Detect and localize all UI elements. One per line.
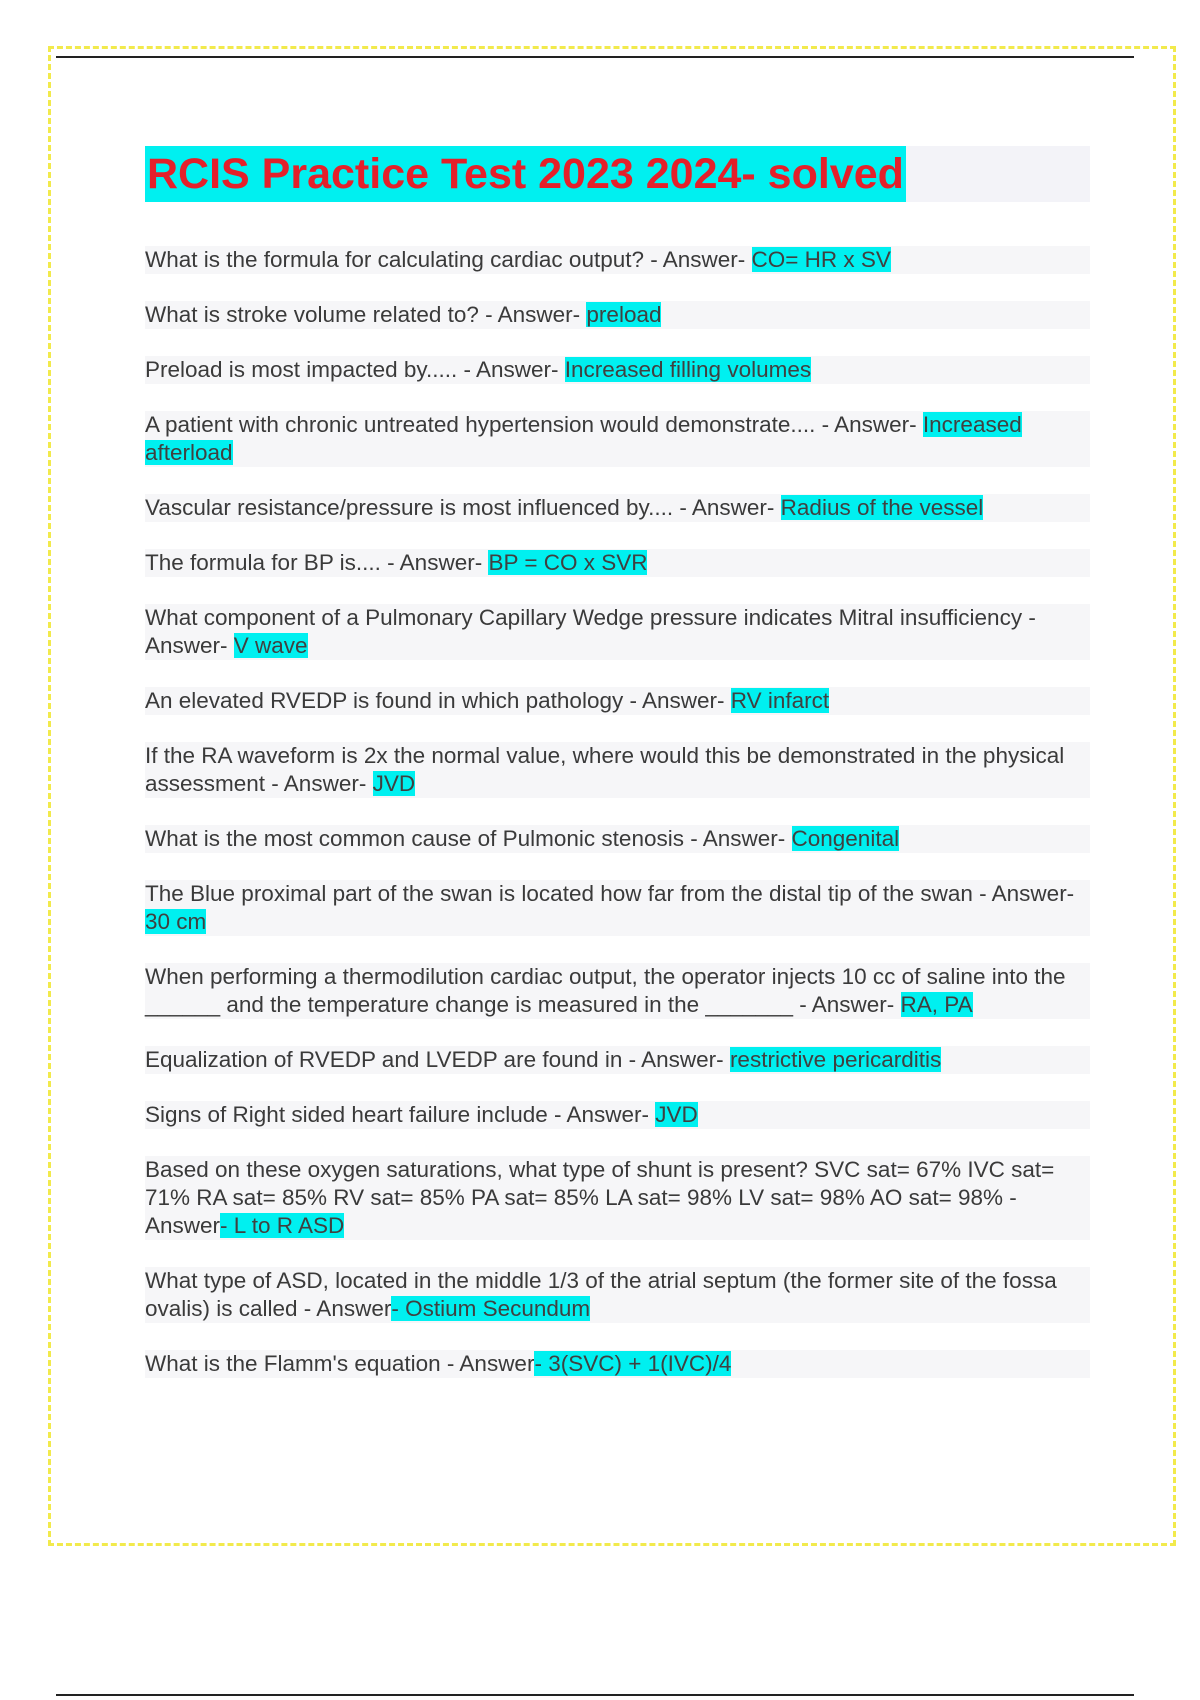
- answer-text: Increased filling volumes: [564, 357, 812, 382]
- qa-item: [145, 880, 1090, 936]
- document-title: RCIS Practice Test 2023 2024- solved: [145, 146, 906, 202]
- question-text: What is the Flamm's equation - Answer: [145, 1351, 535, 1376]
- question-text: What type of ASD, located in the middle 1/3 of the atrial septum (the former site of the fossa ovalis) is called - Answer: [145, 1268, 1057, 1321]
- qa-item: [145, 411, 1090, 467]
- question-text: What component of a Pulmonary Capillary Wedge pressure indicates Mitral insufficiency - Answer-: [145, 605, 1036, 658]
- answer-text: restrictive pericarditis: [729, 1047, 942, 1072]
- qa-item: [145, 604, 1090, 660]
- qa-item: [145, 1267, 1090, 1323]
- answer-text: JVD: [655, 1102, 698, 1127]
- answer-text: preload: [586, 302, 662, 327]
- answer-text: V wave: [233, 633, 308, 658]
- top-rule: [56, 56, 1134, 58]
- answer-text: RA, PA: [900, 992, 973, 1017]
- question-text: When performing a thermodilution cardiac output, the operator injects 10 cc of saline into the ______ and the temperature change is measured in the _______ - Answer-: [145, 964, 1066, 1017]
- qa-item: [145, 246, 1090, 274]
- question-text: What is stroke volume related to? - Answer-: [145, 302, 587, 327]
- qa-item: [145, 1156, 1090, 1240]
- answer-text: - 3(SVC) + 1(IVC)/4: [534, 1351, 732, 1376]
- qa-item: [145, 687, 1090, 715]
- qa-item: [145, 1101, 1090, 1129]
- qa-item: [145, 742, 1090, 798]
- question-text: Based on these oxygen saturations, what type of shunt is present? SVC sat= 67% IVC sat= 71% RA sat= 85% RV sat= 85% PA sat= 85% LA sat= 98% LV sat= 98% AO sat= 98% - Answer: [145, 1157, 1055, 1238]
- question-text: An elevated RVEDP is found in which pathology - Answer-: [145, 688, 731, 713]
- title-band: [145, 146, 1090, 202]
- answer-text: 30 cm: [145, 909, 207, 934]
- qa-item: [145, 1046, 1090, 1074]
- question-text: Vascular resistance/pressure is most influenced by.... - Answer-: [145, 495, 781, 520]
- answer-text: Radius of the vessel: [780, 495, 984, 520]
- answer-text: Congenital: [791, 826, 900, 851]
- bottom-rule: [56, 1694, 1134, 1696]
- answer-text: - Ostium Secundum: [391, 1296, 591, 1321]
- qa-item: [145, 356, 1090, 384]
- question-text: The Blue proximal part of the swan is located how far from the distal tip of the swan - Answer-: [145, 881, 1075, 906]
- question-text: A patient with chronic untreated hypertension would demonstrate.... - Answer-: [145, 412, 923, 437]
- answer-text: Increased afterload: [145, 412, 1022, 465]
- qa-item: [145, 825, 1090, 853]
- qa-item: [145, 963, 1090, 1019]
- answer-text: JVD: [372, 771, 416, 796]
- question-text: Preload is most impacted by..... - Answer-: [145, 357, 565, 382]
- question-text: What is the formula for calculating cardiac output? - Answer-: [145, 247, 752, 272]
- qa-item: [145, 301, 1090, 329]
- qa-item: [145, 494, 1090, 522]
- question-text: The formula for BP is.... - Answer-: [145, 550, 489, 575]
- question-text: What is the most common cause of Pulmonic stenosis - Answer-: [145, 826, 792, 851]
- document-content: [145, 146, 1090, 1405]
- qa-item: [145, 1350, 1090, 1378]
- answer-text: RV infarct: [730, 688, 830, 713]
- qa-list: [145, 246, 1090, 1378]
- answer-text: CO= HR x SV: [751, 247, 891, 272]
- answer-text: BP = CO x SVR: [488, 550, 648, 575]
- question-text: Signs of Right sided heart failure include - Answer-: [145, 1102, 656, 1127]
- question-text: If the RA waveform is 2x the normal value, where would this be demonstrated in the physical assessment - Answer-: [145, 743, 1065, 796]
- qa-item: [145, 549, 1090, 577]
- answer-text: - L to R ASD: [220, 1213, 345, 1238]
- question-text: Equalization of RVEDP and LVEDP are found in - Answer-: [145, 1047, 730, 1072]
